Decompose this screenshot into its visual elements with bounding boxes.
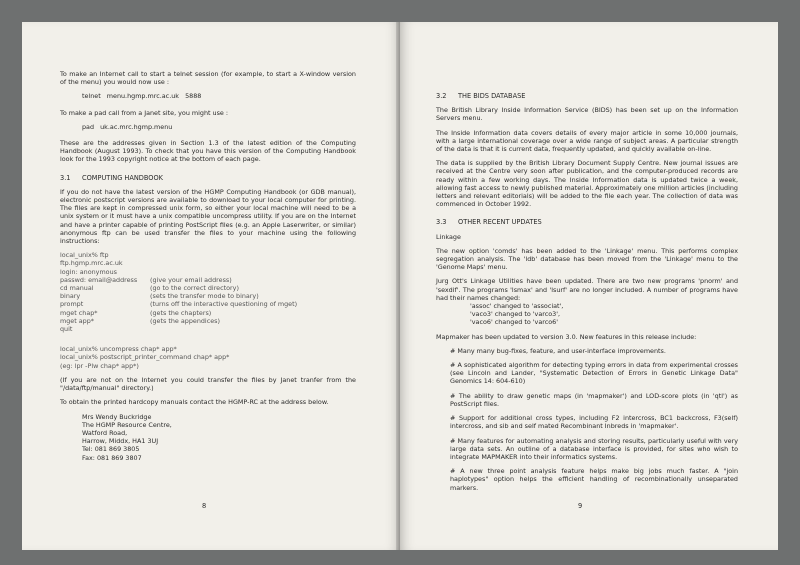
address-line: Watford Road, — [82, 428, 128, 437]
command-row — [60, 300, 356, 308]
telnet-command: telnet menu.hgmp.mrc.ac.uk 5888 — [82, 92, 202, 101]
command-row — [60, 251, 356, 267]
section-title: OTHER RECENT UPDATES — [458, 218, 542, 227]
renamed-programs — [470, 302, 738, 327]
section-number: 3.3 — [436, 218, 447, 227]
rename-line: 'vaco6' changed to 'varco6' — [470, 318, 558, 327]
section-title: THE BIDS DATABASE — [458, 92, 526, 100]
section-heading-3-3 — [436, 218, 738, 226]
uncompress-line: local_unix% postscript_printer_command chap* app* — [60, 353, 230, 362]
addresses-note: These are the addresses given in Section 1.3 of the latest edition of the Computing Handbook (August 1993). To check that you have this version of the Computing Handbook look for the 1993 copyright notice at the bottom of each page. — [60, 139, 356, 164]
ftp-command-list — [60, 251, 356, 333]
command-desc: (turns off the interactive questioning of mget) — [150, 300, 298, 309]
section-heading-3-1 — [60, 174, 356, 182]
rename-line: 'assoc' changed to 'associat', — [470, 302, 564, 311]
bids-supply: The data is supplied by the British Library Document Supply Centre. New journal issues are received at the Centre very soon after publication, and the computer-produced records are ready within a few working days. The Inside Information data is updated twice a week, allowing fast access to newly published material. Approximately one million articles (including letters and relevant editorials) will be added to the file each year. The collection of data was commenced in October 1992. — [436, 159, 738, 209]
command-desc: (gets the chapters) — [150, 308, 212, 317]
command-desc: (give your email address) — [150, 275, 232, 284]
feature-bullet: # A sophisticated algorithm for detecting typing errors in data from experimental crosses (see Lincoln and Lander, "Systematic Detection of Errors in Genetic Linkage Data" Genomics 14: 604-610) — [450, 361, 738, 386]
command-row — [60, 292, 356, 300]
address-line: Tel: 081 869 3805 — [82, 445, 140, 454]
page-number: 8 — [202, 502, 207, 510]
command-text: quit — [60, 325, 73, 334]
command-text: prompt — [60, 300, 84, 309]
command-text: mget chap* — [60, 308, 98, 317]
uncompress-commands — [60, 345, 356, 370]
feature-bullet: # A new three point analysis feature helps make big jobs much faster. A "join haplotypes" option helps the efficient handling of recombinationally unseparated markers. — [450, 467, 738, 492]
linkage-utilities-note: Jurg Ott's Linkage Utilities have been updated. There are two new programs 'pnorm' and 'sexdif'. The programs 'lsmax' and 'lsurf' are no longer included. A number of programs have had their names changed: — [436, 277, 738, 302]
command-row — [60, 317, 356, 325]
section-title: COMPUTING HANDBOOK — [82, 173, 163, 182]
subheading-linkage: Linkage — [436, 232, 461, 241]
pad-intro: To make a pad call from a Janet site, you might use : — [60, 108, 229, 117]
rename-line: 'vaco3' changed to 'varco3', — [470, 310, 561, 319]
command-row — [60, 284, 356, 292]
telnet-intro: To make an Internet call to start a telnet session (for example, to start a X-window version of the menu) you would now use : — [60, 70, 356, 87]
left-page-content — [60, 70, 356, 462]
command-text: cd manual — [60, 284, 94, 293]
command-row — [60, 309, 356, 317]
hardcopy-note: To obtain the printed hardcopy manuals contact the HGMP-RC at the address below. — [60, 398, 329, 407]
command-row — [60, 325, 356, 333]
feature-bullet: # The ability to draw genetic maps (in 'mapmaker') and LOD-score plots (in 'qtl') as PostScript files. — [450, 391, 738, 408]
contact-address — [82, 413, 356, 462]
address-line: The HGMP Resource Centre, — [82, 420, 172, 429]
uncompress-line: local_unix% uncompress chap* app* — [60, 345, 177, 354]
command-text: login: anonymous — [60, 267, 117, 276]
command-desc: (sets the transfer mode to binary) — [150, 292, 259, 301]
linkage-menu-note: The new option 'comds' has been added to the 'Linkage' menu. This performs complex segregation analysis. The 'ldb' database has been moved from the 'Linkage' menu to the 'Genome Maps' menu. — [436, 246, 738, 272]
mapmaker-intro: Mapmaker has been updated to version 3.0. New features in this release include: — [436, 332, 697, 341]
handbook-paragraph: If you do not have the latest version of the HGMP Computing Handbook (or GDB manual), electronic postscript versions are available to download to your local computer for printing. The files are kept in compressed unix form, so either your local machine will need to be a unix system or it must have a unix compatible uncompress utility. If you are on the Internet and have a printer capable of printing PostScript files (e.g. an Apple Laserwriter, or similar) anonymous ftp can be used transfer the files to your machine using the following instructions: — [60, 187, 356, 246]
command-desc: (gets the appendices) — [150, 316, 220, 325]
pad-command: pad uk.ac.mrc.hgmp.menu — [82, 122, 173, 131]
address-line: Harrow, Middx, HA1 3UJ — [82, 437, 159, 446]
command-text: mget app* — [60, 316, 94, 325]
command-row — [60, 276, 356, 284]
feature-bullet: # Many many bug-fixes, feature, and user-interface improvements. — [450, 346, 666, 355]
section-number: 3.1 — [60, 173, 71, 182]
bids-intro: The British Library Inside Information Service (BIDS) has been set up on the Information Servers menu. — [436, 106, 738, 123]
address-line: Fax: 081 869 3807 — [82, 453, 142, 462]
left-page — [22, 22, 400, 550]
section-number: 3.2 — [436, 92, 447, 100]
uncompress-line: (eg: lpr -Plw chap* app*) — [60, 361, 139, 370]
janet-note: (If you are not on the Internet you could transfer the files by Janet tranfer from the "/data/ftp/manual" directory.) — [60, 375, 356, 393]
right-page — [400, 22, 778, 550]
command-desc: (go to the correct directory) — [150, 284, 239, 293]
bids-coverage: The Inside Information data covers details of every major article in some 10,000 journals, with a large international coverage over a wide range of subject areas. A particular strength of the data is that it is current data, frequently updated, and quickly available on-line. — [436, 128, 738, 154]
command-text: binary — [60, 292, 81, 301]
command-row — [60, 268, 356, 276]
right-page-content — [436, 70, 738, 498]
command-text: passwd: email@address — [60, 275, 138, 284]
section-heading-3-2 — [436, 92, 738, 100]
feature-bullet: # Support for additional cross types, including F2 intercross, BC1 backcross, F3(self) intercross, and sib and self mated Recombinant Inbreds in 'mapmaker'. — [450, 414, 738, 431]
feature-bullet: # Many features for automating analysis and storing results, particularly useful with very large data sets. An outline of a database interface is provided, for sites who wish to integrate MAPMAKER into their informatics systems. — [450, 436, 738, 461]
address-line: Mrs Wendy Buckridge — [82, 412, 152, 421]
command-text: local_unix% ftp ftp.hgmp.mrc.ac.uk — [60, 251, 123, 268]
page-number: 9 — [578, 502, 583, 510]
